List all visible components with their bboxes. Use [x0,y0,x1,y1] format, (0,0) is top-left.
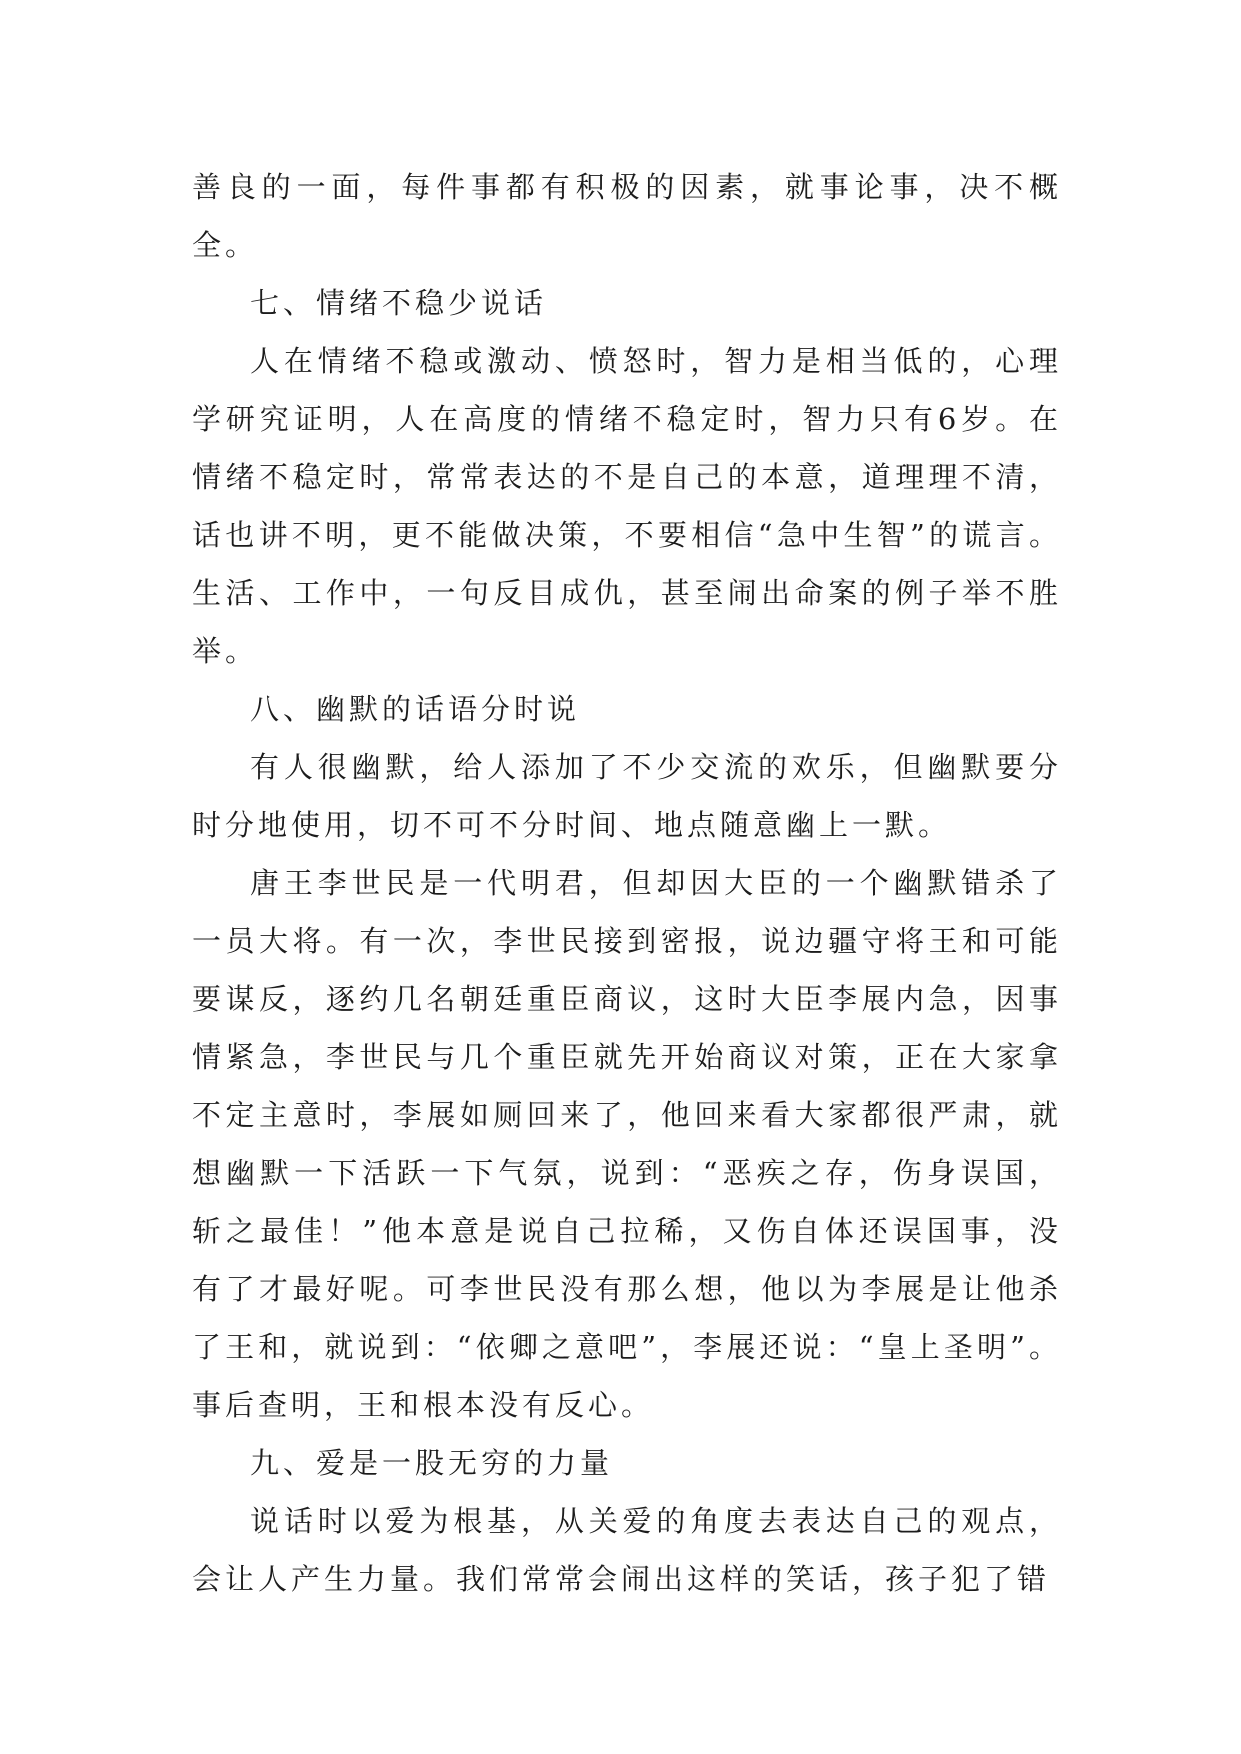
section-heading-7: 七、情绪不稳少说话 [250,286,548,320]
paragraph: 有人很幽默，给人添加了不少交流的欢乐，但幽默要分时分地使用，切不可不分时间、地点随意幽上一默。 [192,750,1062,842]
section-heading-9: 九、爱是一股无穷的力量 [250,1446,614,1480]
paragraph: 唐王李世民是一代明君，但却因大臣的一个幽默错杀了一员大将。有一次，李世民接到密报，说边疆守将王和可能要谋反，逐约几名朝廷重臣商议，这时大臣李展内急，因事情紧急，李世民与几个重臣就先开始商议对策，正在大家拿不定主意时，李展如厕回来了，他回来看大家都很严肃，就想幽默一下活跃一下气氛，说到：“恶疾之存，伤身误国，斩之最佳！”他本意是说自己拉稀，又伤自体还误国事，没有了才最好呢。可李世民没有那么想，他以为李展是让他杀了王和，就说到：“依卿之意吧”，李展还说：“皇上圣明”。事后查明，王和根本没有反心。 [192,866,1062,1422]
paragraph: 人在情绪不稳或激动、愤怒时，智力是相当低的，心理学研究证明，人在高度的情绪不稳定时，智力只有6岁。在情绪不稳定时，常常表达的不是自己的本意，道理理不清，话也讲不明，更不能做决策，不要相信“急中生智”的谎言。生活、工作中，一句反目成仇，甚至闹出命案的例子举不胜举。 [192,344,1062,668]
paragraph: 说话时以爱为根基，从关爱的角度去表达自己的观点，会让人产生力量。我们常常会闹出这样的笑话，孩子犯了错 [192,1504,1062,1596]
body-text [192,158,1062,1608]
section-heading-8: 八、幽默的话语分时说 [250,692,581,726]
paragraph-continuation: 善良的一面，每件事都有积极的因素，就事论事，决不概全。 [192,170,1062,262]
